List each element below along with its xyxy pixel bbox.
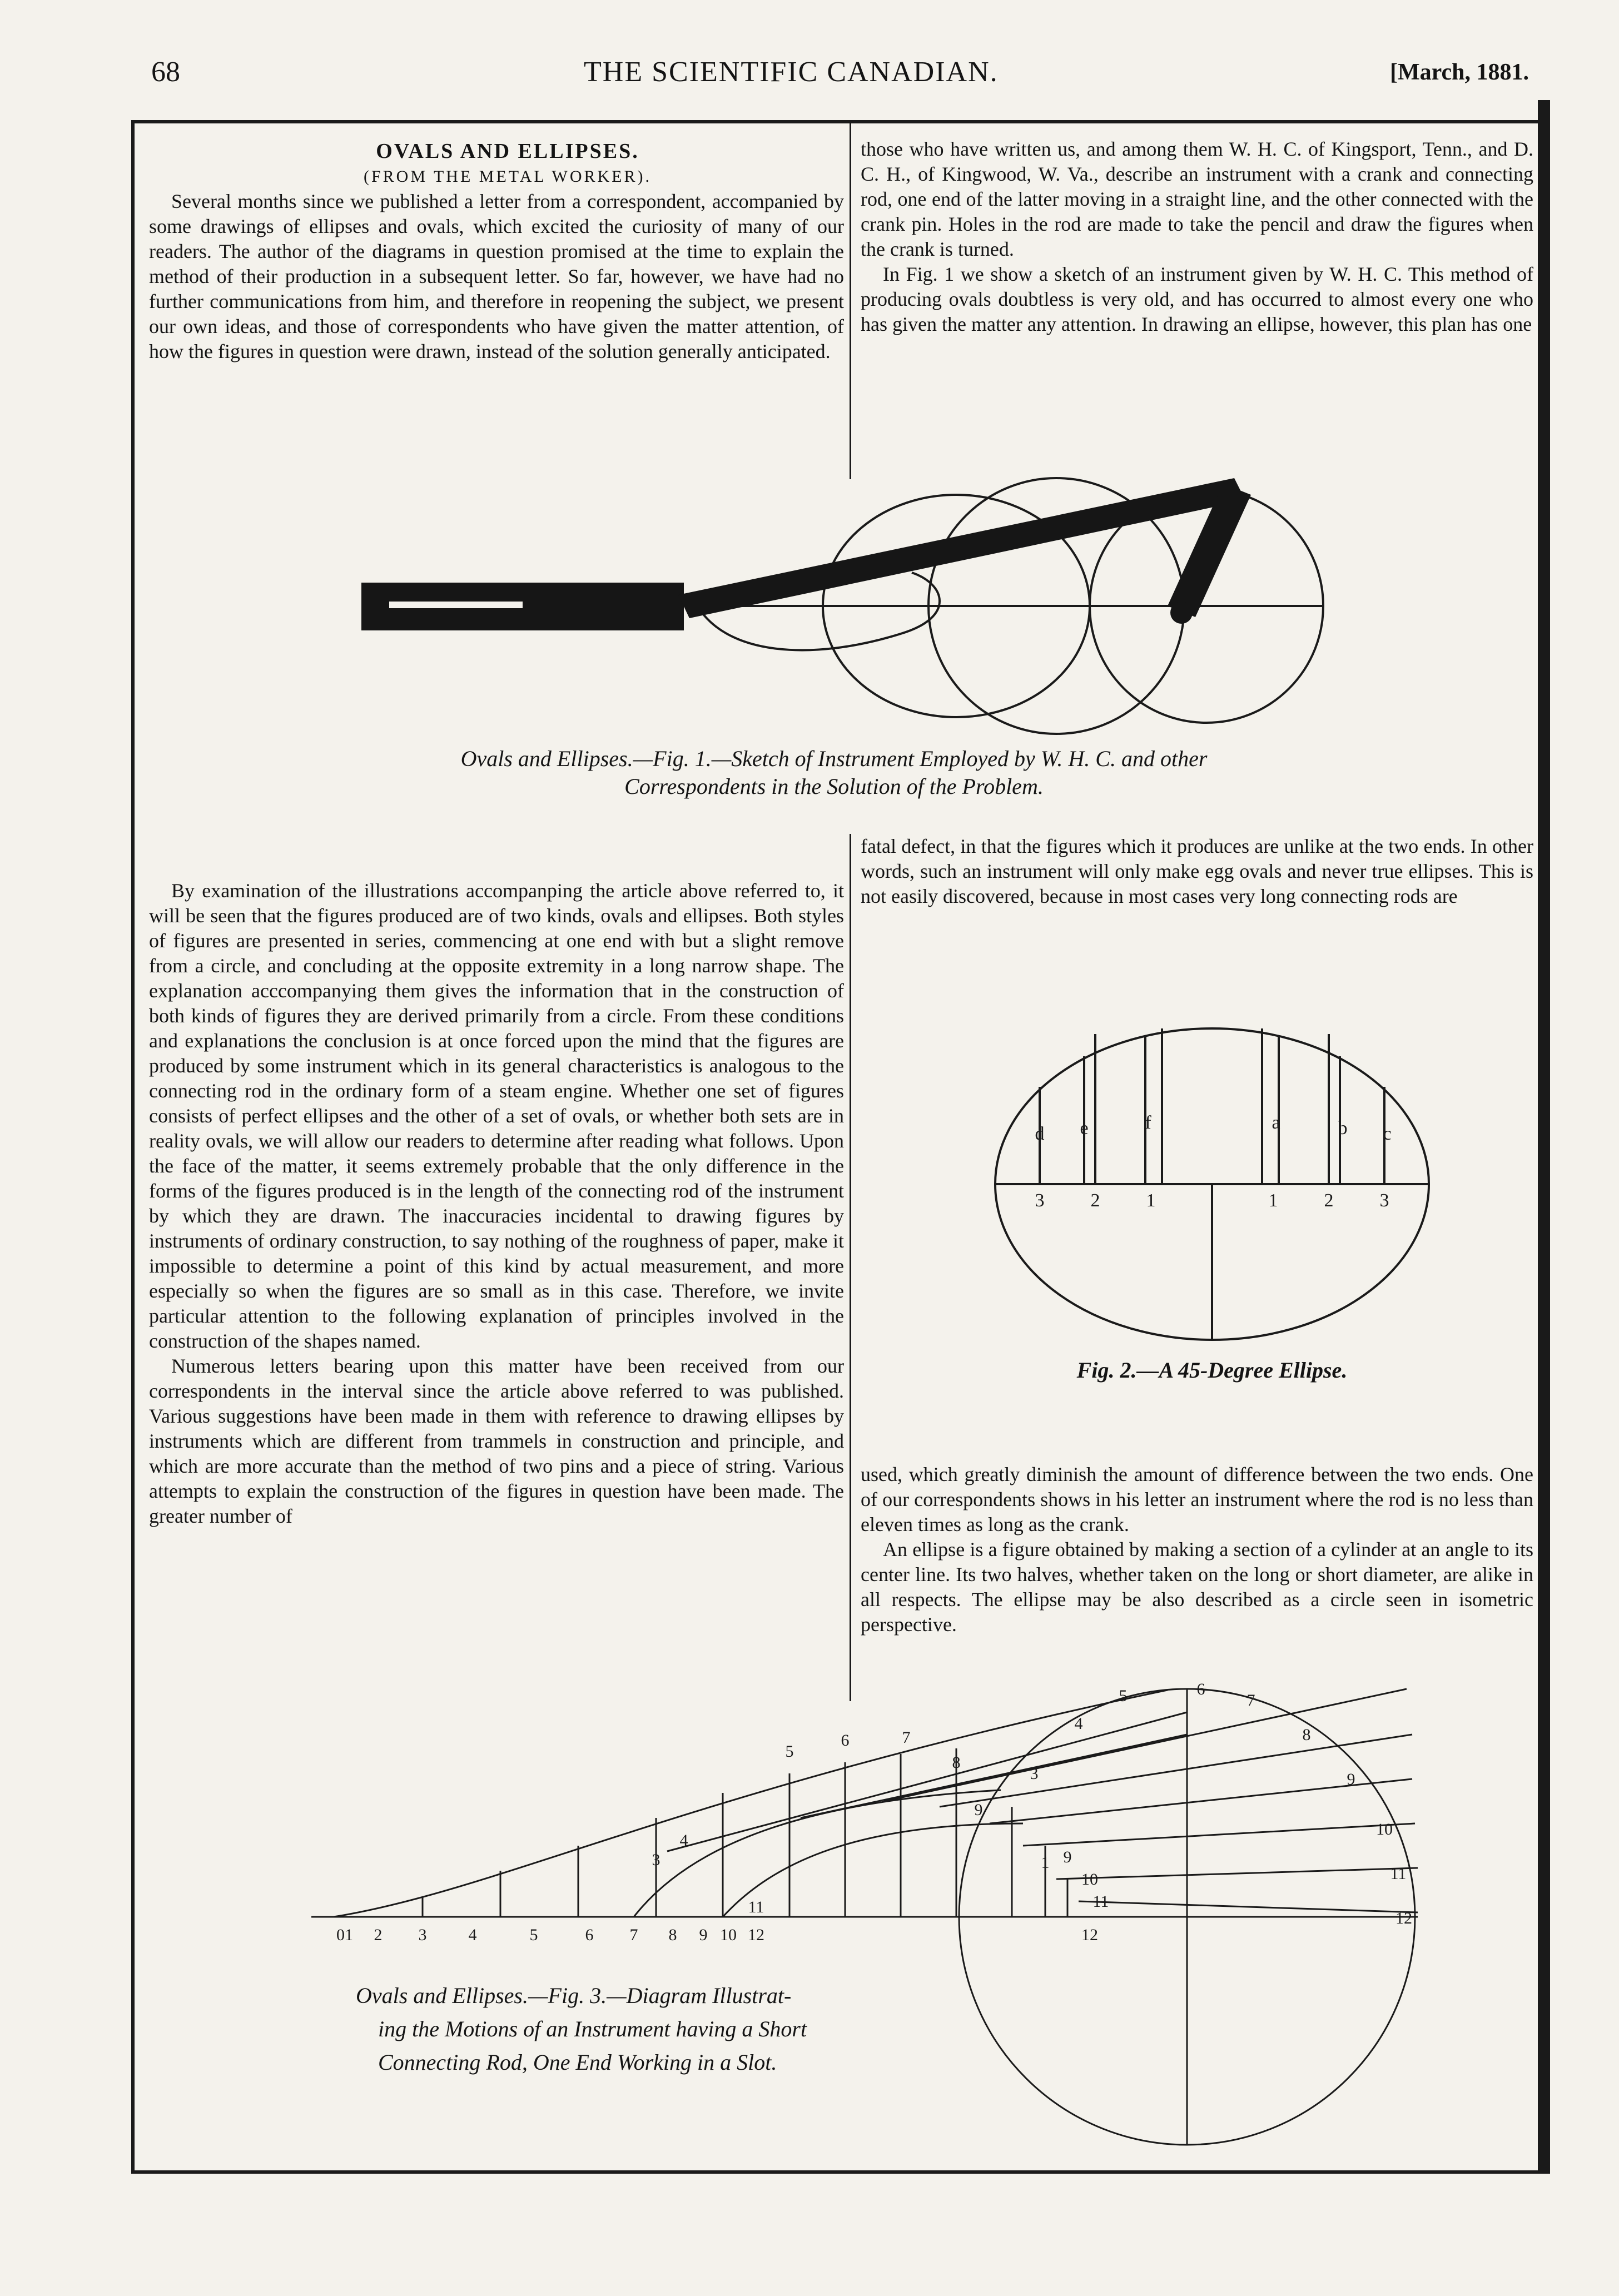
axis-label: 01: [336, 1926, 353, 1944]
slot: [389, 602, 523, 608]
trace-curve: [334, 1690, 1168, 1917]
figure-1-instrument-sketch: [334, 456, 1334, 745]
tick-label: 3: [1035, 1190, 1045, 1211]
paragraph: An ellipse is a figure obtained by making a section of a cylinder at an angle to its center line. Its two halves, whether taken on the long or short diameter, are alike in all respects. The ellipse may be also described as a circle seen in isometric perspective.: [861, 1538, 1533, 1636]
column-divider-top: [850, 123, 851, 479]
article-column-1-middle: [149, 878, 844, 1529]
caption-line: Correspondents in the Solution of the Problem.: [624, 774, 1044, 799]
axis-label: 7: [629, 1926, 638, 1944]
frame-left: [131, 120, 135, 2174]
upper-label: 6: [841, 1731, 850, 1750]
circle-label: 6: [1196, 1680, 1205, 1698]
circle-label: 12: [1081, 1926, 1098, 1944]
figure-3-motion-diagram: [300, 1679, 1534, 2168]
axis-label: 6: [585, 1926, 594, 1944]
paragraph: By examination of the illustrations accompanping the article above referred to, it will be seen that the figures produced are of two kinds, ovals and ellipses. Both styles of figures are presented in series, commencing at one end with but a slight remove from a circle, and concluding at the opposite extremity in a long narrow shape. The explanation acccompanying them gives the information that in the construction of both kinds of figures they are derived primarily from a circle. From these conditions and explanations the conclusion is at once forced upon the mind that the figures are produced by some instrument which in its general characteristics is analogous to the connecting rod in the ordinary form of a steam engine. Whether one set of figures consists of perfect ellipses and the other of a set of ovals, or whether both sets are in reality ovals, we will allow our readers to determine after reading what follows. Upon the face of the matter, it seems extremely probable that the only difference in the forms of the figures produced is in the length of the connecting rod of the instrument by which they are drawn. The inaccuracies incidental to drawing figures by instruments of ordinary construction, to say nothing of the roughness of paper, make it impossible to determine a point of this kind by actual measurement, and more especially so when the figures are so small as in this case. Therefore, we invite particular attention to the following explanation of principles involved in the construction of the shapes named.: [149, 879, 844, 1352]
point-label-f: f: [1145, 1112, 1151, 1133]
paragraph: Several months since we published a letter from a correspondent, accompanied by some drawings of ellipses and ovals, which excited the curiosity of many of our readers. The author of the diagrams in question promised at the time to explain the method of their production in a subsequent letter. So far, however, we have had no further communications from him, and therefore in reopening the subject, we present our own ideas, and those of correspondents who have given the matter attention, of how the figures in question were drawn, instead of the solution generally anticipated.: [149, 190, 844, 362]
circle-label: 5: [1119, 1687, 1128, 1705]
paragraph: fatal defect, in that the figures which it produces are unlike at the two ends. In other words, such an instrument will only make egg ovals and never true ellipses. This is not easily discovered, because in most cases very long connecting rods are: [861, 835, 1533, 907]
upper-label: 1: [1041, 1853, 1050, 1872]
upper-label: 4: [679, 1831, 688, 1850]
frame-right: [1538, 100, 1550, 2174]
tick-label: 1: [1268, 1190, 1278, 1211]
point-label-e: e: [1080, 1118, 1089, 1139]
circle-label: 3: [1030, 1765, 1039, 1783]
figure-1-caption: [289, 745, 1379, 801]
column-divider-mid: [850, 834, 851, 1701]
circle-label: 9: [1347, 1770, 1355, 1788]
issue-date: [March, 1881.: [1390, 59, 1529, 85]
page-number: 68: [151, 56, 180, 88]
frame-top: [131, 120, 1541, 123]
paragraph: In Fig. 1 we show a sketch of an instrument given by W. H. C. This method of producing ovals doubtless is very old, and has occurred to almost every one who has given the matter any attention. In drawing an ellipse, however, this plan has one: [861, 263, 1533, 335]
connecting-rod: [678, 478, 1245, 618]
paragraph: Numerous letters bearing upon this matter have been received from our correspondents in the interval since the article above referred to was published. Various suggestions have been made in them with reference to drawing ellipses by instruments which are different from trammels in construction and principle, and which are more accurate than the method of two pins and a piece of string. Various attempts to explain the construction of the figures in question have been made. The greater number of: [149, 1355, 844, 1527]
crank-pin: [1170, 602, 1193, 624]
circle-label: 10: [1376, 1820, 1393, 1838]
upper-label: 9: [974, 1801, 983, 1819]
article-intro-column: [149, 139, 844, 364]
frame-bottom: [131, 2170, 1550, 2174]
axis-label: 4: [468, 1926, 477, 1944]
circle-label: 9: [1063, 1848, 1072, 1866]
caption-line: Connecting Rod, One End Working in a Slot.: [378, 2050, 777, 2075]
axis-label: 3: [418, 1926, 427, 1944]
circle-label: 11: [1390, 1865, 1407, 1883]
tick-label: 1: [1146, 1190, 1156, 1211]
axis-label: 2: [374, 1926, 383, 1944]
circle-label: 4: [1074, 1714, 1083, 1733]
article-column-2-top: [861, 137, 1533, 337]
upper-label: 8: [952, 1753, 961, 1772]
tick-label: 3: [1379, 1190, 1389, 1211]
journal-title: THE SCIENTIFIC CANADIAN.: [584, 56, 999, 88]
caption-line: Ovals and Ellipses.—Fig. 3.—Diagram Illustrat-: [356, 1983, 792, 2008]
upper-label: 7: [902, 1728, 911, 1747]
paragraph: used, which greatly diminish the amount of difference between the two ends. One of our correspondents shows in his letter an instrument where the rod is no less than eleven times as long as the crank.: [861, 1463, 1533, 1535]
figure-3-caption: [356, 1979, 956, 2079]
article-column-2-middle: [861, 834, 1533, 909]
circle-label: 7: [1246, 1691, 1255, 1709]
upper-label: 11: [748, 1898, 764, 1916]
figure-2-caption: Fig. 2.—A 45-Degree Ellipse.: [1076, 1358, 1348, 1383]
point-label-c: c: [1383, 1124, 1392, 1144]
circle-label: 11: [1092, 1892, 1109, 1911]
caption-line: Ovals and Ellipses.—Fig. 1.—Sketch of Instrument Employed by W. H. C. and other: [460, 746, 1208, 771]
circle-label: 8: [1302, 1726, 1311, 1744]
axis-label: 5: [529, 1926, 538, 1944]
article-source: (FROM THE METAL WORKER).: [363, 167, 652, 186]
axis-label: 12: [748, 1926, 764, 1944]
axis-label: 9: [699, 1926, 708, 1944]
upper-label: 5: [785, 1742, 794, 1761]
tick-label: 2: [1090, 1190, 1100, 1211]
caption-line: ing the Motions of an Instrument having a Short: [378, 2016, 807, 2041]
circle-label: 12: [1395, 1909, 1412, 1927]
point-label-a: a: [1272, 1112, 1280, 1133]
tick-label: 2: [1324, 1190, 1334, 1211]
article-title: OVALS AND ELLIPSES.: [376, 140, 639, 163]
article-column-2-lower: [861, 1462, 1533, 1637]
upper-label: 3: [652, 1851, 660, 1869]
paragraph: those who have written us, and among them W. H. C. of Kingsport, Tenn., and D. C. H., of Kingwood, W. Va., describe an instrument with a crank and connecting rod, one end of the latter moving in a straight line, and the other connected with the crank pin. Holes in the rod are made to take the pencil and draw the figures when the crank is turned.: [861, 138, 1533, 260]
circle-label: 10: [1081, 1870, 1098, 1889]
point-label-b: b: [1338, 1118, 1348, 1139]
point-label-d: d: [1035, 1124, 1045, 1144]
figure-2-ellipse-diagram: [984, 1017, 1440, 1351]
axis-label: 10: [720, 1926, 737, 1944]
axis-label: 8: [668, 1926, 677, 1944]
